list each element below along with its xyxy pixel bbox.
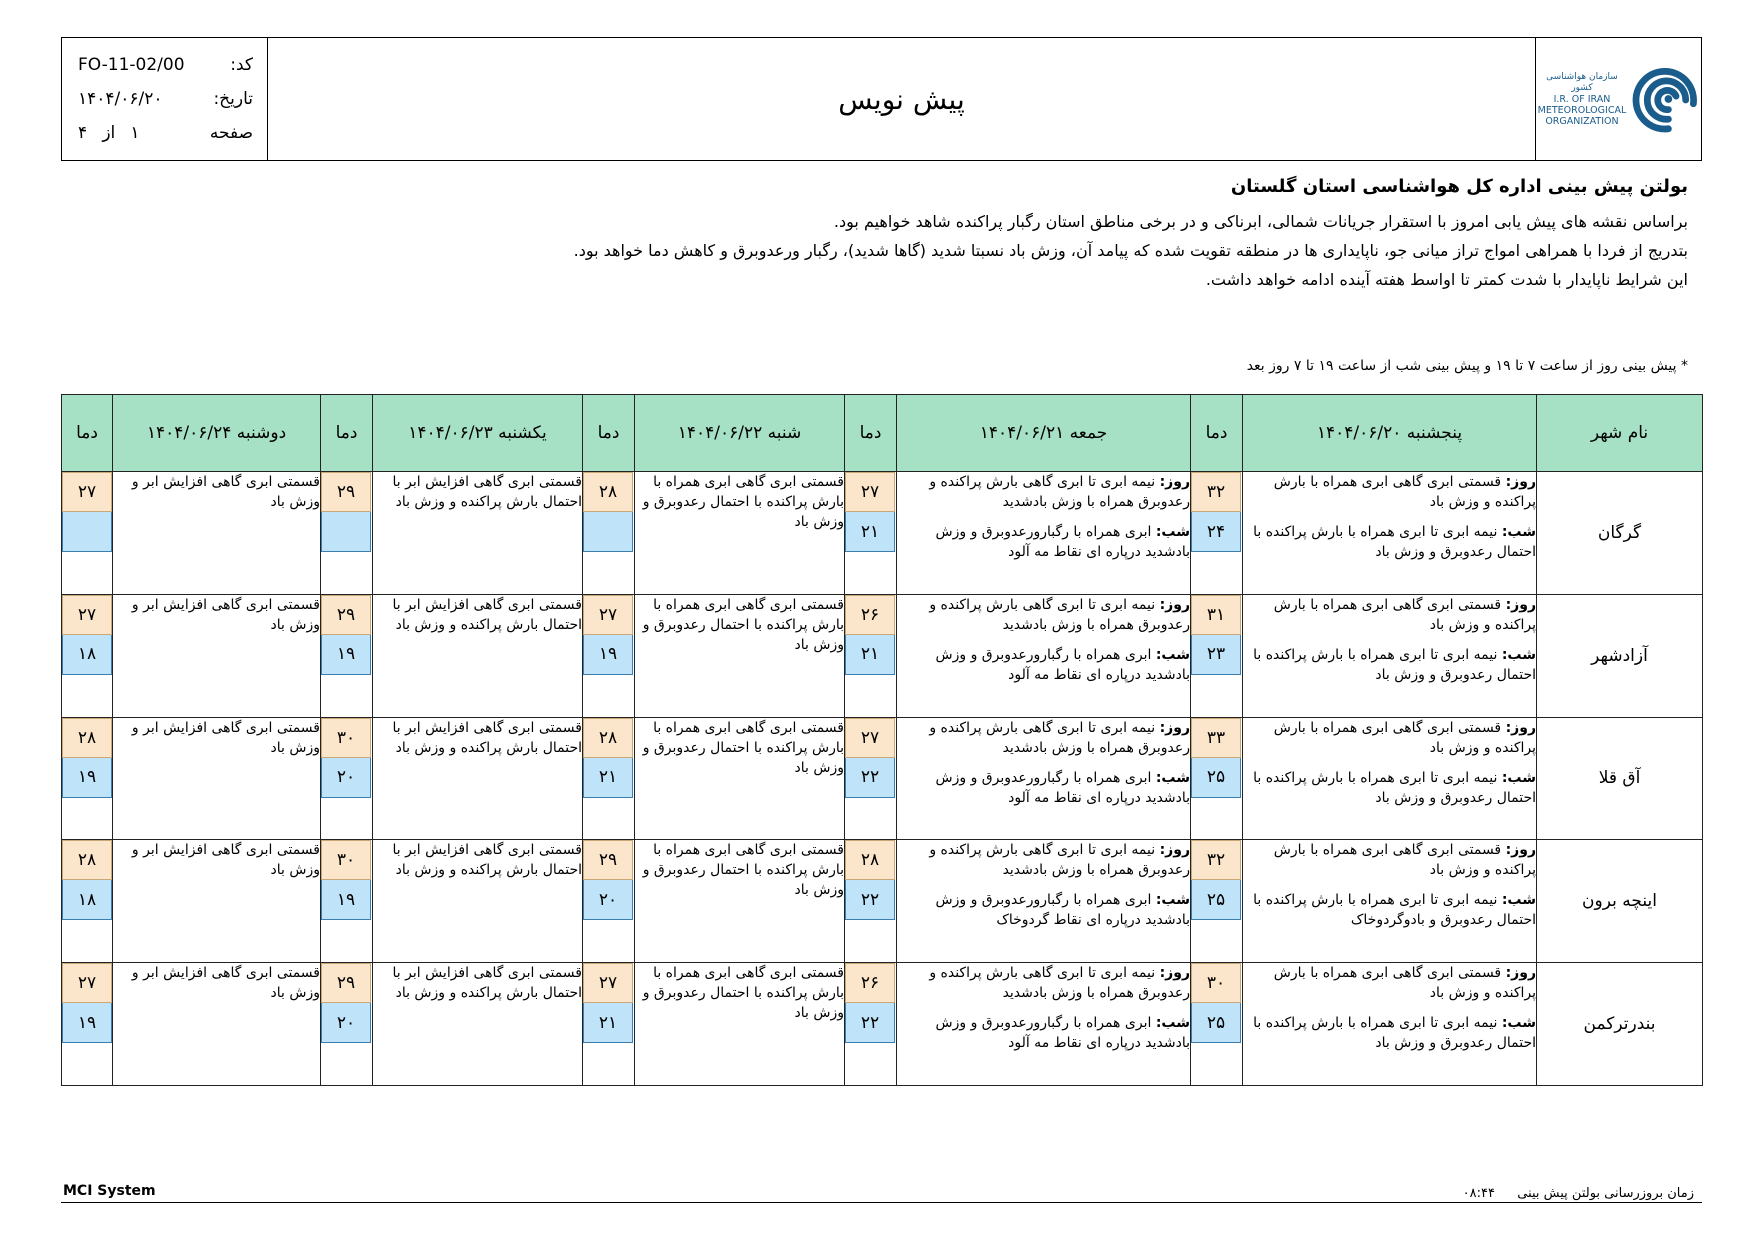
day-forecast: [897, 718, 1190, 758]
forecast-description: [1243, 717, 1537, 840]
temperature-cell: [62, 717, 113, 840]
min-temp: [62, 512, 112, 552]
night-label: شب:: [1155, 524, 1190, 540]
temperature-cell: [321, 963, 373, 1086]
day-label: روز:: [1159, 719, 1190, 736]
night-forecast: [897, 1013, 1190, 1053]
document-header: [61, 37, 1702, 161]
max-temp: ۲۸: [845, 840, 895, 880]
footer-divider: [61, 1202, 1702, 1203]
night-label: شب:: [1155, 892, 1190, 909]
night-label: شب:: [1501, 646, 1536, 663]
forecast-description: [113, 840, 321, 963]
page-label: صفحه: [209, 123, 253, 143]
forecast-text: قسمتی ابری گاهی ابری همراه با بارش پراکنده با احتمال رعدوبرق و وزش باد: [642, 719, 844, 776]
min-temp: ۲۰: [321, 1003, 371, 1043]
forecast-description: [1243, 594, 1537, 717]
forecast-description: [1243, 963, 1537, 1086]
temperature-cell: [321, 840, 373, 963]
forecast-text: قسمتی ابری گاهی افزایش ابر و وزش باد: [131, 474, 320, 510]
temperature-cell: [321, 594, 373, 717]
min-temp: ۲۱: [845, 512, 895, 552]
table-row: [62, 472, 1703, 595]
day-forecast: [897, 840, 1190, 880]
temp-header: دما: [1191, 395, 1243, 472]
day-header: دوشنبه ۱۴۰۴/۰۶/۲۴: [113, 395, 321, 472]
day-label: روز:: [1505, 842, 1536, 859]
max-temp: ۳۰: [1191, 963, 1241, 1003]
night-label: شب:: [1155, 646, 1190, 663]
night-label: شب:: [1501, 892, 1536, 909]
update-time-footer: [1463, 1186, 1694, 1201]
min-temp: ۱۸: [62, 635, 112, 675]
system-name: MCI System: [63, 1183, 156, 1199]
forecast-description: [897, 717, 1191, 840]
min-temp: ۲۵: [1191, 1003, 1241, 1043]
temperature-cell: [321, 717, 373, 840]
day-label: روز:: [1505, 719, 1536, 736]
night-text: ابری همراه با رگبارورعدوبرق و وزش بادشدید درپاره ای نقاط مه آلود: [935, 769, 1190, 806]
temperature-cell: [583, 594, 635, 717]
day-forecast: [1243, 472, 1536, 512]
code-value: FO-11-02/00: [78, 55, 185, 75]
logo-text: [1536, 72, 1628, 127]
min-temp: ۲۲: [845, 880, 895, 920]
temperature-cell: [845, 594, 897, 717]
forecast-text: قسمتی ابری گاهی ابری همراه با بارش پراکنده با احتمال رعدوبرق و وزش باد: [642, 842, 844, 899]
table-row: [62, 963, 1703, 1086]
max-temp: ۲۸: [62, 718, 112, 758]
code-row: [78, 48, 253, 82]
min-temp: ۱۹: [583, 635, 633, 675]
temperature-cell: [62, 472, 113, 595]
night-text: نیمه ابری تا ابری همراه با بارش پراکنده با احتمال رعدوبرق و وزش باد: [1253, 646, 1536, 683]
forecast-time-note: * پیش بینی روز از ساعت ۷ تا ۱۹ و پیش بینی شب از ساعت ۱۹ تا ۷ روز بعد: [1246, 358, 1688, 374]
temperature-cell: [1191, 840, 1243, 963]
forecast-description: [635, 594, 845, 717]
forecast-text: قسمتی ابری گاهی افزایش ابر و وزش باد: [131, 719, 320, 756]
forecast-description: [635, 963, 845, 1086]
max-temp: ۲۷: [62, 472, 112, 512]
max-temp: ۲۹: [583, 840, 633, 880]
max-temp: ۳۰: [321, 718, 371, 758]
date-value: ۱۴۰۴/۰۶/۲۰: [78, 89, 163, 109]
temp-header: دما: [62, 395, 113, 472]
min-temp: ۲۲: [845, 758, 895, 798]
max-temp: ۲۸: [62, 840, 112, 880]
forecast-description: [1243, 472, 1537, 595]
night-forecast: [897, 645, 1190, 685]
day-forecast: [897, 472, 1190, 512]
day-text: قسمتی ابری گاهی ابری همراه با بارش پراکنده و وزش باد: [1273, 965, 1536, 1002]
night-forecast: [1243, 890, 1536, 930]
temp-header: دما: [321, 395, 373, 472]
day-text: نیمه ابری تا ابری گاهی بارش پراکنده و رعدوبرق همراه با وزش بادشدید: [929, 719, 1190, 756]
min-temp: ۲۴: [1191, 512, 1241, 552]
forecast-text: قسمتی ابری گاهی افزایش ابر با احتمال بارش پراکنده و وزش باد: [392, 719, 582, 756]
forecast-description: [897, 840, 1191, 963]
night-label: شب:: [1155, 769, 1190, 786]
forecast-text: قسمتی ابری گاهی افزایش ابر با احتمال بارش پراکنده و وزش باد: [392, 965, 582, 1002]
code-label: کد:: [230, 55, 253, 75]
bulletin-line: این شرایط ناپایدار با شدت کمتر تا اواسط هفته آینده ادامه خواهد داشت.: [1205, 270, 1688, 289]
max-temp: ۲۷: [845, 472, 895, 512]
min-temp: ۲۵: [1191, 880, 1241, 920]
logo-line2: METEOROLOGICAL: [1537, 104, 1627, 116]
temperature-cell: [62, 840, 113, 963]
night-forecast: [897, 522, 1190, 562]
day-forecast: [897, 963, 1190, 1003]
day-text: نیمه ابری تا ابری گاهی بارش پراکنده و رعدوبرق همراه با وزش بادشدید: [929, 596, 1190, 633]
temperature-cell: [62, 594, 113, 717]
day-label: روز:: [1505, 965, 1536, 982]
min-temp: ۲۳: [1191, 635, 1241, 675]
day-forecast: [1243, 718, 1536, 758]
max-temp: ۲۸: [583, 718, 633, 758]
city-name: گرگان: [1537, 472, 1703, 595]
max-temp: ۳۳: [1191, 718, 1241, 758]
max-temp: ۳۲: [1191, 472, 1241, 512]
document-meta: [62, 38, 268, 160]
forecast-description: [897, 472, 1191, 595]
temperature-cell: [583, 472, 635, 595]
forecast-description: [113, 963, 321, 1086]
day-text: نیمه ابری تا ابری گاهی بارش پراکنده و رعدوبرق همراه با وزش بادشدید: [929, 965, 1190, 1002]
forecast-description: [897, 963, 1191, 1086]
min-temp: ۱۹: [321, 880, 371, 920]
night-text: نیمه ابری تا ابری همراه با بارش پراکنده با احتمال رعدوبرق و وزش باد: [1253, 1015, 1536, 1052]
forecast-description: [373, 594, 583, 717]
day-label: روز:: [1159, 474, 1190, 490]
max-temp: ۲۹: [321, 472, 371, 512]
max-temp: ۲۷: [62, 595, 112, 635]
logo-line1: I.R. OF IRAN: [1553, 93, 1611, 105]
bulletin-title: بولتن پیش بینی اداره کل هواشناسی استان گلستان: [1230, 176, 1688, 197]
city-name: آق قلا: [1537, 717, 1703, 840]
night-forecast: [897, 890, 1190, 930]
forecast-description: [113, 472, 321, 595]
bulletin-line: براساس نقشه های پیش یابی امروز با استقرار جریانات شمالی، ابرناکی و در برخی مناطق استان رگبار پراکنده شاهد خواهیم بود.: [833, 212, 1688, 231]
min-temp: ۲۲: [845, 1003, 895, 1043]
day-label: روز:: [1505, 596, 1536, 613]
city-name: اینچه برون: [1537, 840, 1703, 963]
spiral-logo-icon: [1630, 60, 1701, 138]
night-text: نیمه ابری تا ابری همراه با بارش پراکنده با احتمال رعدوبرق و وزش باد: [1253, 524, 1536, 560]
day-forecast: [1243, 595, 1536, 635]
day-text: قسمتی ابری گاهی ابری همراه با بارش پراکنده و وزش باد: [1273, 842, 1536, 879]
min-temp: ۲۱: [583, 1003, 633, 1043]
night-forecast: [897, 768, 1190, 808]
night-forecast: [1243, 522, 1536, 562]
min-temp: ۲۰: [321, 758, 371, 798]
night-text: ابری همراه با رگبارورعدوبرق و وزش بادشدید درپاره ای نقاط مه آلود: [935, 1015, 1190, 1052]
temperature-cell: [845, 840, 897, 963]
temp-header: دما: [583, 395, 635, 472]
night-text: ابری همراه با رگبارورعدوبرق و وزش بادشدید درپاره ای نقاط مه آلود: [935, 524, 1190, 560]
temperature-cell: [583, 717, 635, 840]
night-forecast: [1243, 645, 1536, 685]
forecast-text: قسمتی ابری گاهی افزایش ابر با احتمال بارش پراکنده و وزش باد: [392, 842, 582, 879]
page-total: ۴: [78, 123, 88, 143]
night-text: نیمه ابری تا ابری همراه با بارش پراکنده با احتمال رعدوبرق و بادوگردوخاک: [1253, 892, 1536, 929]
day-forecast: [1243, 840, 1536, 880]
max-temp: ۲۷: [62, 963, 112, 1003]
day-header: یکشنبه ۱۴۰۴/۰۶/۲۳: [373, 395, 583, 472]
min-temp: [583, 512, 633, 552]
day-forecast: [1243, 963, 1536, 1003]
forecast-text: قسمتی ابری گاهی افزایش ابر با احتمال بارش پراکنده و وزش باد: [392, 474, 582, 510]
day-label: روز:: [1159, 842, 1190, 859]
day-text: قسمتی ابری گاهی ابری همراه با بارش پراکنده و وزش باد: [1273, 474, 1536, 510]
bulletin-intro: [188, 176, 1688, 294]
min-temp: ۲۰: [583, 880, 633, 920]
temp-header: دما: [845, 395, 897, 472]
city-name: بندرترکمن: [1537, 963, 1703, 1086]
table-row: [62, 717, 1703, 840]
temperature-cell: [1191, 963, 1243, 1086]
max-temp: ۲۶: [845, 963, 895, 1003]
max-temp: ۲۷: [583, 963, 633, 1003]
forecast-description: [113, 717, 321, 840]
max-temp: ۳۰: [321, 840, 371, 880]
max-temp: ۲۹: [321, 963, 371, 1003]
forecast-description: [373, 717, 583, 840]
min-temp: ۲۱: [845, 635, 895, 675]
table-header-row: [62, 395, 1703, 472]
forecast-description: [113, 594, 321, 717]
night-forecast: [1243, 1013, 1536, 1053]
min-temp: ۲۱: [583, 758, 633, 798]
forecast-description: [373, 963, 583, 1086]
night-label: شب:: [1501, 769, 1536, 786]
bulletin-line: بتدریج از فردا با همراهی امواج تراز میانی جو، ناپایداری ها در منطقه تقویت شده که پیامد آن، وزش باد نسبتا شدید (گاها شدید)، رگبار ورعدوبرق و کاهش دما خواهد بود.: [573, 241, 1688, 260]
night-text: ابری همراه با رگبارورعدوبرق و وزش بادشدید درپاره ای نقاط گردوخاک: [935, 892, 1190, 929]
forecast-table: [61, 394, 1703, 1086]
min-temp: ۱۹: [62, 1003, 112, 1043]
table-row: [62, 594, 1703, 717]
day-text: نیمه ابری تا ابری گاهی بارش پراکنده و رعدوبرق همراه با وزش بادشدید: [929, 474, 1190, 510]
temperature-cell: [583, 840, 635, 963]
day-header: پنجشنبه ۱۴۰۴/۰۶/۲۰: [1243, 395, 1537, 472]
forecast-description: [1243, 840, 1537, 963]
temperature-cell: [62, 963, 113, 1086]
update-time: ۰۸:۴۴: [1462, 1186, 1495, 1201]
night-forecast: [1243, 768, 1536, 808]
city-name: آزادشهر: [1537, 594, 1703, 717]
night-text: نیمه ابری تا ابری همراه با بارش پراکنده با احتمال رعدوبرق و وزش باد: [1253, 769, 1536, 806]
day-label: روز:: [1505, 474, 1536, 490]
min-temp: ۱۸: [62, 880, 112, 920]
page-value: ۱: [130, 123, 140, 143]
page-row: [78, 116, 253, 150]
forecast-description: [897, 594, 1191, 717]
day-text: قسمتی ابری گاهی ابری همراه با بارش پراکنده و وزش باد: [1273, 596, 1536, 633]
date-label: تاریخ:: [213, 89, 253, 109]
max-temp: ۲۶: [845, 595, 895, 635]
temperature-cell: [845, 717, 897, 840]
forecast-text: قسمتی ابری گاهی ابری همراه با بارش پراکنده با احتمال رعدوبرق و وزش باد: [642, 474, 844, 530]
min-temp: ۱۹: [62, 758, 112, 798]
table-row: [62, 840, 1703, 963]
day-header: جمعه ۱۴۰۴/۰۶/۲۱: [897, 395, 1191, 472]
night-label: شب:: [1501, 524, 1536, 540]
forecast-text: قسمتی ابری گاهی افزایش ابر و وزش باد: [131, 596, 320, 633]
date-row: [78, 82, 253, 116]
min-temp: ۲۵: [1191, 758, 1241, 798]
forecast-text: قسمتی ابری گاهی افزایش ابر با احتمال بارش پراکنده و وزش باد: [392, 596, 582, 633]
logo-line3: ORGANIZATION: [1545, 115, 1619, 127]
forecast-description: [635, 840, 845, 963]
max-temp: ۳۱: [1191, 595, 1241, 635]
forecast-text: قسمتی ابری گاهی افزایش ابر و وزش باد: [131, 965, 320, 1002]
night-label: شب:: [1501, 1015, 1536, 1032]
max-temp: ۲۹: [321, 595, 371, 635]
page-of: از: [102, 123, 116, 143]
min-temp: [321, 512, 371, 552]
day-text: نیمه ابری تا ابری گاهی بارش پراکنده و رعدوبرق همراه با وزش بادشدید: [929, 842, 1190, 879]
max-temp: ۲۷: [845, 718, 895, 758]
temperature-cell: [845, 472, 897, 595]
night-label: شب:: [1155, 1015, 1190, 1032]
day-header: شنبه ۱۴۰۴/۰۶/۲۲: [635, 395, 845, 472]
temperature-cell: [321, 472, 373, 595]
night-text: ابری همراه با رگبارورعدوبرق و وزش بادشدید درپاره ای نقاط مه آلود: [935, 646, 1190, 683]
temperature-cell: [583, 963, 635, 1086]
forecast-description: [373, 472, 583, 595]
day-forecast: [897, 595, 1190, 635]
city-header: نام شهر: [1537, 395, 1703, 472]
max-temp: ۲۸: [583, 472, 633, 512]
min-temp: ۱۹: [321, 635, 371, 675]
organization-logo: [1536, 38, 1701, 160]
forecast-text: قسمتی ابری گاهی ابری همراه با بارش پراکنده با احتمال رعدوبرق و وزش باد: [642, 965, 844, 1022]
forecast-text: قسمتی ابری گاهی افزایش ابر و وزش باد: [131, 842, 320, 879]
day-label: روز:: [1159, 596, 1190, 613]
forecast-description: [373, 840, 583, 963]
day-label: روز:: [1159, 965, 1190, 982]
forecast-text: قسمتی ابری گاهی ابری همراه با بارش پراکنده با احتمال رعدوبرق و وزش باد: [642, 596, 844, 653]
temperature-cell: [845, 963, 897, 1086]
page-title: پیش نویس: [268, 38, 1536, 160]
logo-fa-text: سازمان هواشناسی کشور: [1546, 71, 1618, 93]
max-temp: ۲۷: [583, 595, 633, 635]
temperature-cell: [1191, 717, 1243, 840]
update-label: زمان بروزرسانی بولتن پیش بینی: [1517, 1186, 1694, 1201]
forecast-description: [635, 717, 845, 840]
max-temp: ۳۲: [1191, 840, 1241, 880]
temperature-cell: [1191, 594, 1243, 717]
day-text: قسمتی ابری گاهی ابری همراه با بارش پراکنده و وزش باد: [1273, 719, 1536, 756]
temperature-cell: [1191, 472, 1243, 595]
forecast-description: [635, 472, 845, 595]
